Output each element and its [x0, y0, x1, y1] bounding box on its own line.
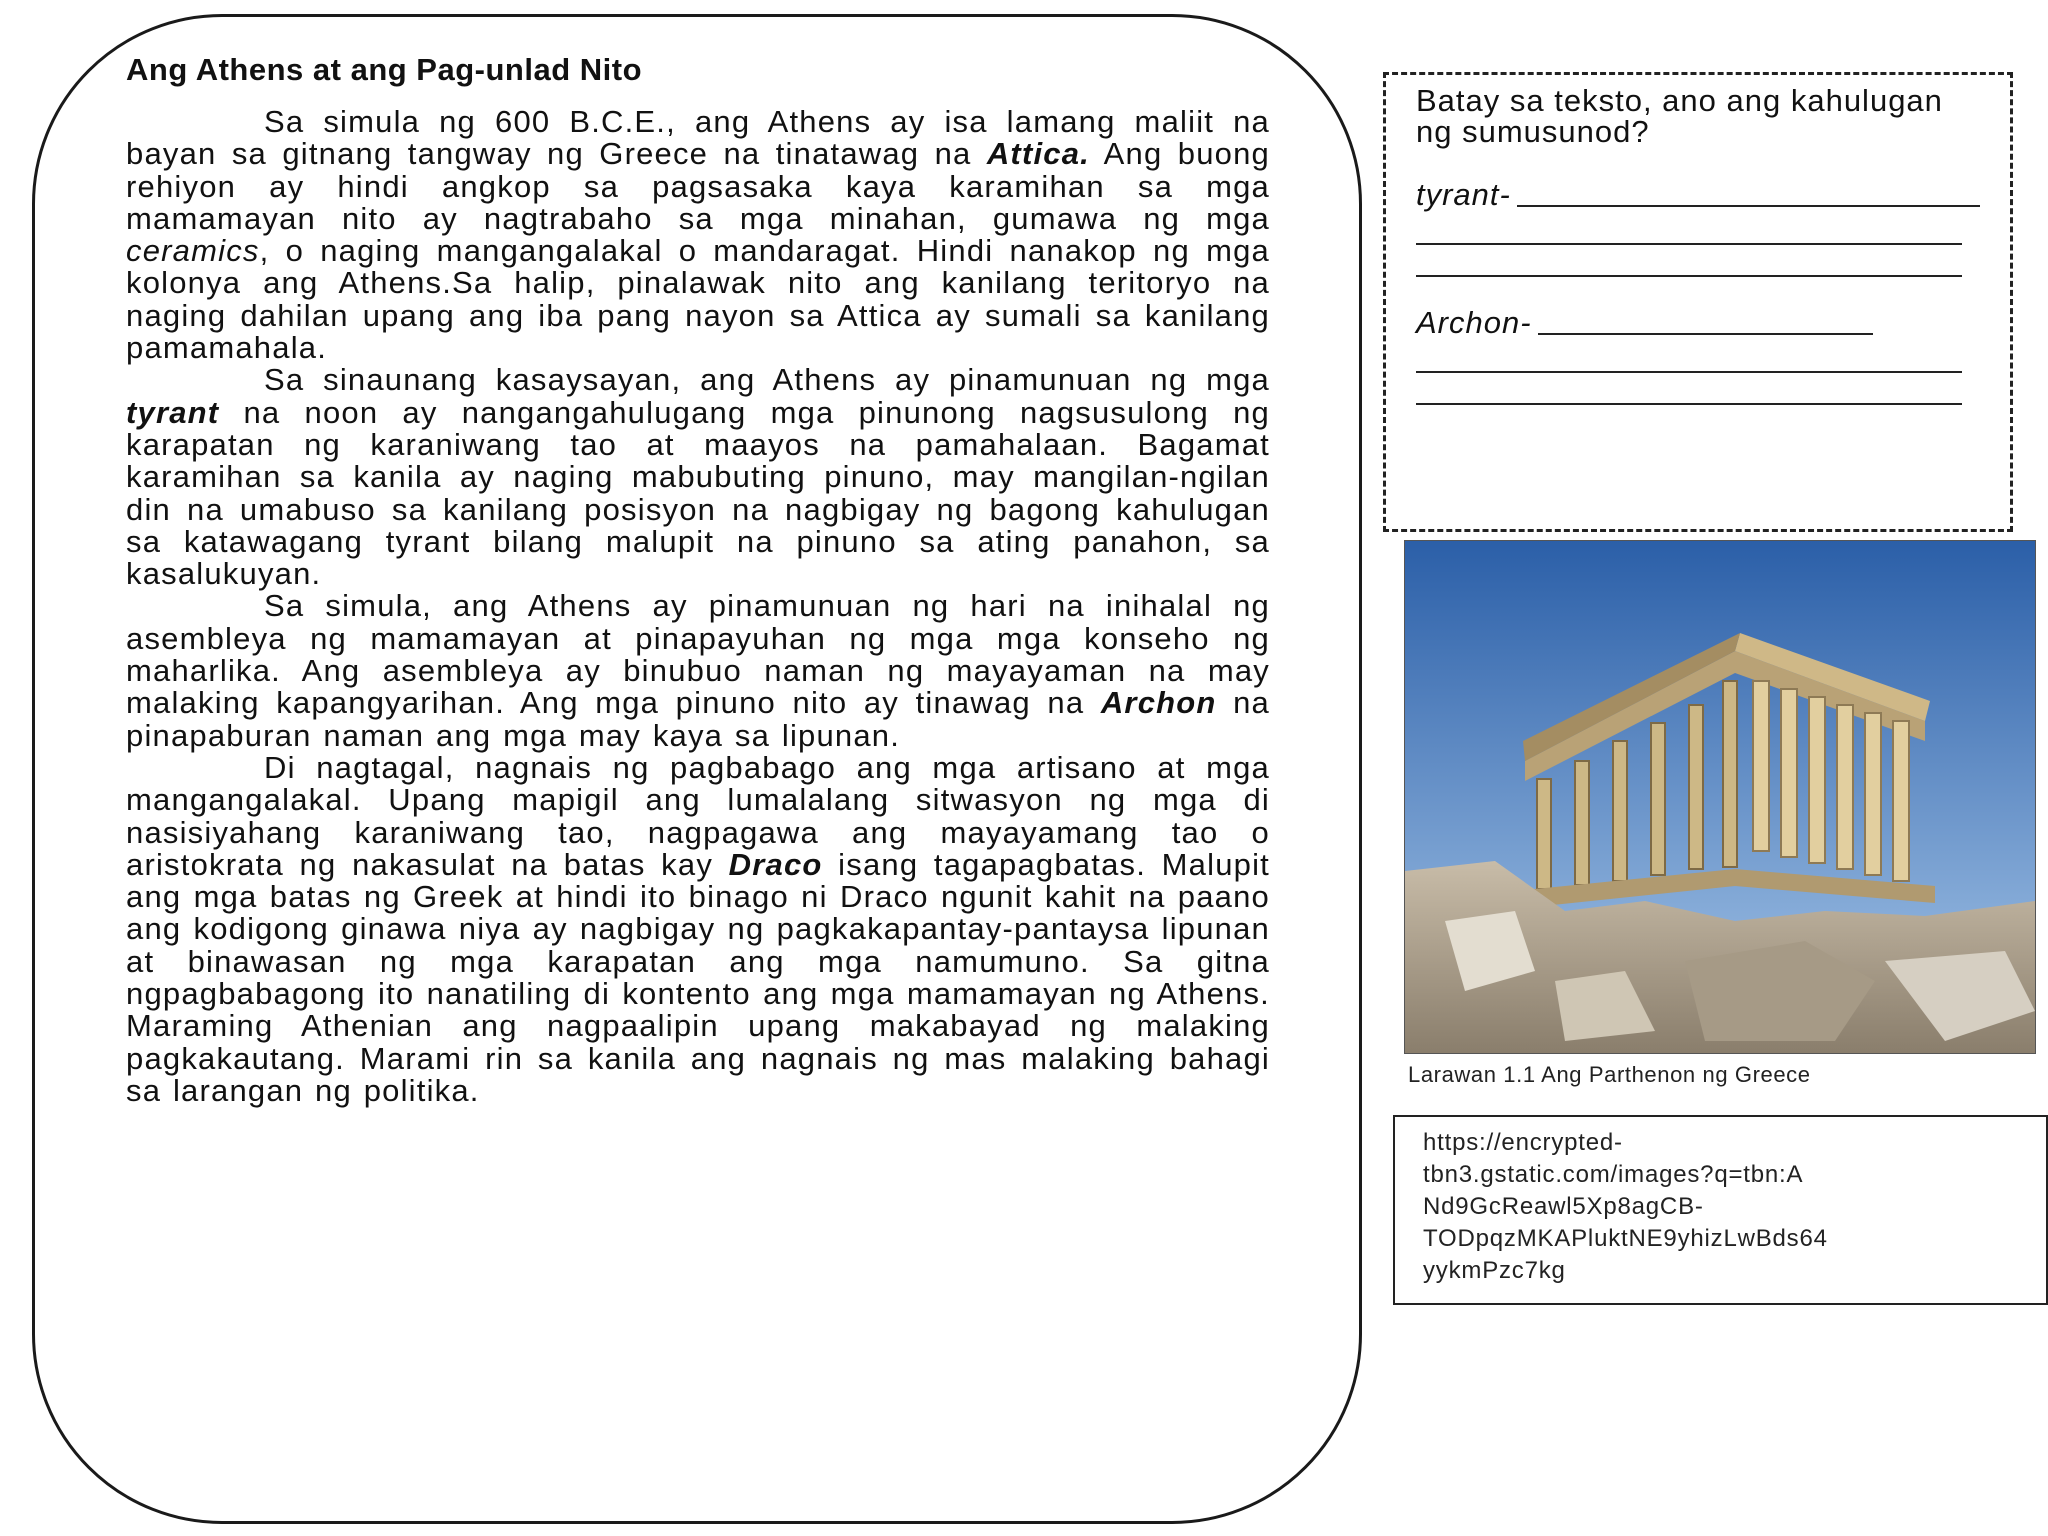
question-box — [1383, 72, 2013, 532]
term-label: tyrant- — [1416, 177, 1511, 212]
article-paragraph — [126, 106, 1270, 364]
key-term: Draco — [728, 846, 823, 882]
paragraph-text: Di nagtagal, nagnais ng pagbabago ang mga artisano at mga mangangalakal. Upang mapigil ang lumalalang sitwasyon ng mga di nasisiyahang karaniwang tao, nagpagawa ang mayayamang tao o aristokrata ng nakasulat na batas kay — [126, 749, 1270, 882]
key-term: ceramics — [126, 233, 260, 269]
url-line: tbn3.gstatic.com/images?q=tbn:A — [1423, 1161, 1804, 1188]
article-paragraph — [126, 749, 1270, 1108]
article — [126, 52, 1270, 1107]
term-archon — [1416, 305, 1980, 341]
key-term: tyrant — [126, 394, 220, 430]
answer-line[interactable] — [1416, 341, 1962, 373]
parthenon-photo — [1404, 540, 2036, 1054]
answer-line[interactable] — [1416, 373, 1962, 405]
url-line: Nd9GcReawl5Xp8agCB- — [1423, 1193, 1704, 1220]
answer-line[interactable] — [1416, 245, 1962, 277]
paragraph-text: , o naging mangangalakal o mandaragat. Hindi nanakop ng mga kolonya ang Athens.Sa halip, pinalawak nito ang kanilang teritoryo na naging dahilan upang ang iba pang nayon sa Attica ay sumali sa kanilang pamamahala. — [126, 233, 1270, 366]
paragraph-text: isang tagapagbatas. Malupit ang mga batas ng Greek at hindi ito binago ni Draco ngunit kahit na paano ang kodigong ginawa niya ay nagbigay ng pagkakapantay-pantaysa lipunan at binawasan ng mga karapatan ang mga namumuno. Sa gitna ngpagbabagong ito nanatiling di kontento ang mga mamamayan ng Athens. Maraming Athenian ang nagpaalipin upang makabayad ng malaking pagkakautang. Marami rin sa kanila ang nagnais ng mas malaking bahagi sa larangan ng politika. — [126, 846, 1270, 1108]
photo-caption: Larawan 1.1 Ang Parthenon ng Greece — [1408, 1062, 1811, 1087]
term-tyrant — [1416, 177, 1980, 213]
paragraph-text: Sa simula ng 600 B.C.E., ang Athens ay isa lamang maliit na bayan sa gitnang tangway ng Greece na tinatawag na — [126, 104, 1270, 172]
question-prompt: Batay sa teksto, ano ang kahulugan ng sumusunod? — [1416, 83, 1943, 149]
url-line: TODpqzMKAPluktNE9yhizLwBds64 — [1423, 1225, 1828, 1252]
key-term: Attica. — [986, 136, 1090, 172]
source-url-box — [1393, 1115, 2048, 1305]
paragraph-text: na noon ay nangangahulugang mga pinunong nagsusulong ng karapatan ng karaniwang tao at maayos na pamahalaan. Bagamat karamihan sa kanila ay naging mabubuting pinuno, may mangilan-ngilan din na umabuso sa kanilang posisyon na nagbigay ng bagong kahulugan sa katawagang tyrant bilang malupit na pinuno sa ating panahon, sa kasalukuyan. — [126, 394, 1270, 592]
article-paragraph — [126, 590, 1270, 751]
article-title: Ang Athens at ang Pag-unlad Nito — [126, 52, 643, 87]
answer-blank[interactable] — [1538, 331, 1873, 335]
paragraph-text: Ang buong rehiyon ay hindi angkop sa pagsasaka kaya karamihan sa mga mamamayan nito ay nagtrabaho sa mga minahan, gumawa ng mga — [126, 136, 1270, 236]
answer-line[interactable] — [1416, 213, 1962, 245]
paragraph-text: Sa simula, ang Athens ay pinamunuan ng hari na inihalal ng asembleya ng mamamayan at pinapayuhan ng mga mga konseho ng maharlika. Ang asembleya ay binubuo naman ng mayayaman na may malaking kapangyarihan. Ang mga pinuno nito ay tinawag na — [126, 588, 1270, 721]
url-line: https://encrypted- — [1423, 1129, 1623, 1156]
article-body — [126, 106, 1270, 1107]
paragraph-text: na pinapaburan naman ang mga may kaya sa lipunan. — [126, 685, 1270, 753]
key-term: Archon — [1100, 685, 1217, 721]
url-line: yykmPzc7kg — [1423, 1257, 1566, 1284]
article-paragraph — [126, 364, 1270, 590]
paragraph-text: Sa sinaunang kasaysayan, ang Athens ay pinamunuan ng mga — [264, 362, 1270, 398]
term-label: Archon- — [1416, 305, 1532, 340]
answer-blank[interactable] — [1517, 203, 1980, 207]
